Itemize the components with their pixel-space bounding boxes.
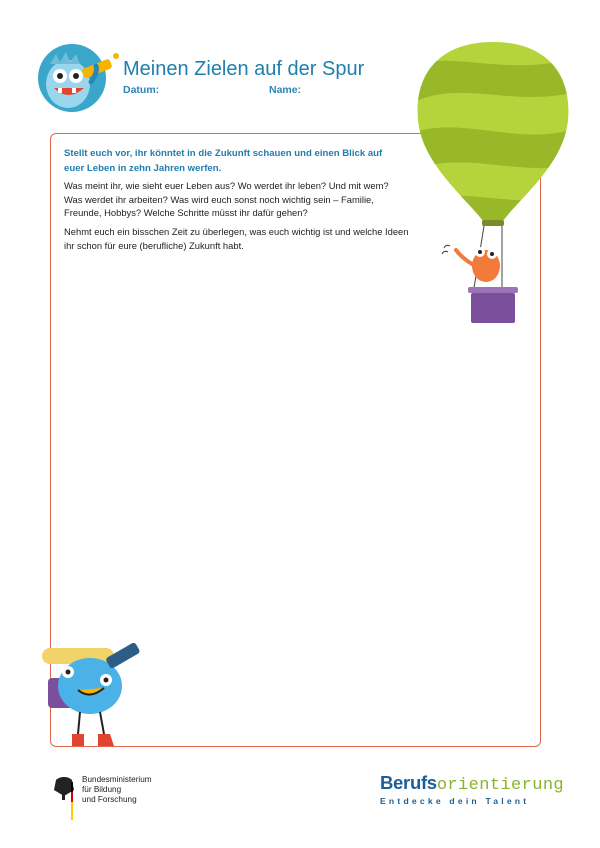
ministry-line: für Bildung bbox=[82, 785, 122, 794]
monster-backpack-telescope-icon bbox=[38, 636, 150, 751]
brand-logo bbox=[380, 772, 565, 806]
ministry-name bbox=[82, 775, 152, 805]
ministry-line: und Forschung bbox=[82, 795, 137, 804]
federal-eagle-icon bbox=[52, 776, 76, 822]
name-label: Name: bbox=[269, 84, 302, 96]
ministry-line: Bundesministerium bbox=[82, 775, 152, 784]
page-title: Meinen Zielen auf der Spur bbox=[123, 58, 365, 80]
brand-tagline: Entdecke dein Talent bbox=[380, 796, 530, 806]
monster-telescope-icon bbox=[36, 42, 124, 114]
brand-wordmark bbox=[380, 772, 565, 795]
hot-air-balloon-icon bbox=[410, 38, 576, 328]
question-paragraph: Was meint ihr, wie sieht euer Leben aus? Wo werdet ihr leben? Und mit wem? Was werdet ihr arbeiten? Was wird euch sonst noch wichtig sein – Familie, Freunde, Hobbys? Welche Schritte müsst ihr dafür gehen? bbox=[64, 180, 389, 219]
date-label: Datum: bbox=[123, 84, 160, 96]
brand-part1: Berufs bbox=[380, 772, 437, 793]
intro-text: Stellt euch vor, ihr könntet in die Zukunft schauen und einen Blick auf euer Leben in zehn Jahren werfen. bbox=[64, 148, 383, 174]
instruction-paragraph: Nehmt euch ein bisschen Zeit zu überlegen, was euch wichtig ist und welche Ideen ihr schon für eure (berufliche) Zukunft habt. bbox=[64, 226, 409, 251]
brand-part2: orientierung bbox=[436, 776, 565, 795]
